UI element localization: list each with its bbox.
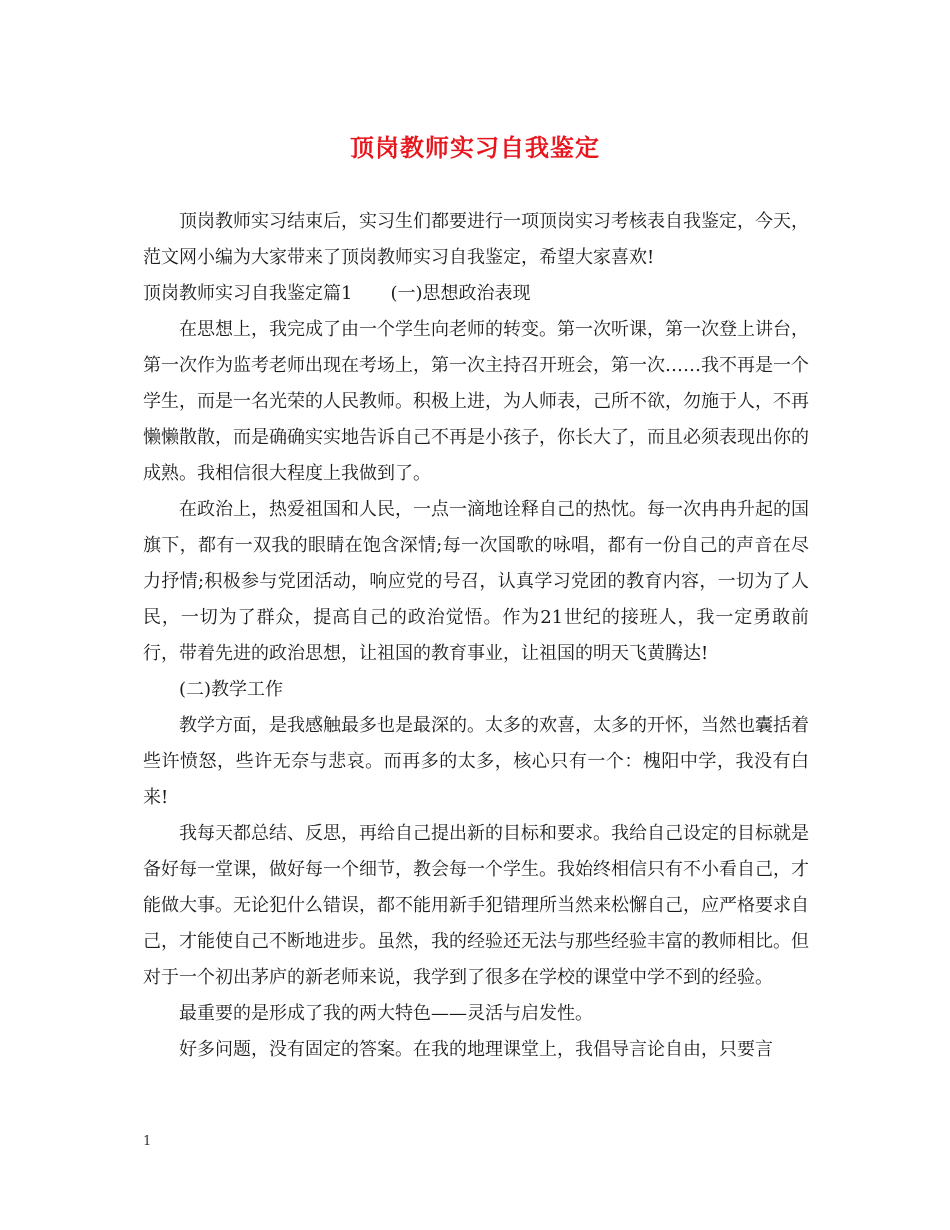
intro-paragraph: 顶岗教师实习结束后，实习生们都要进行一项顶岗实习考核表自我鉴定，今天，范文网小编为大家带来了顶岗教师实习自我鉴定，希望大家喜欢! <box>143 211 809 268</box>
section-1-heading: (一)思想政治表现 <box>390 283 531 304</box>
document-title: 顶岗教师实习自我鉴定 <box>350 133 600 162</box>
paragraph-teaching: 教学方面，是我感触最多也是最深的。太多的欢喜，太多的开怀，当然也囊括着些许愤怒，些许无奈与悲哀。而再多的太多，核心只有一个：槐阳中学，我没有白来! <box>143 715 809 808</box>
paragraph-thought: 在思想上，我完成了由一个学生向老师的转变。第一次听课，第一次登上讲台，第一次作为监考老师出现在考场上，第一次主持召开班会，第一次……我不再是一个学生，而是一名光荣的人民教师。积极上进，为人师表，己所不欲，勿施于人，不再懒懒散散，而是确确实实地告诉自己不再是小孩子，你长大了，而且必须表现出你的成熟。我相信很大程度上我做到了。 <box>143 319 809 484</box>
paragraph-politics: 在政治上，热爱祖国和人民，一点一滴地诠释自己的热忱。每一次冉冉升起的国旗下，都有一双我的眼睛在饱含深情;每一次国歌的咏唱，都有一份自己的声音在尽力抒情;积极参与党团活动，响应党的号召，认真学习党团的教育内容，一切为了人民，一切为了群众，提高自己的政治觉悟。作为21世纪的接班人，我一定勇敢前行，带着先进的政治思想，让祖国的教育事业，让祖国的明天飞黄腾达! <box>143 499 809 664</box>
paragraph-features: 最重要的是形成了我的两大特色——灵活与启发性。 <box>179 1003 593 1024</box>
section-heading-line <box>143 276 809 312</box>
paragraph-questions: 好多问题，没有固定的答案。在我的地理课堂上，我倡导言论自由，只要言 <box>179 1039 773 1060</box>
document-body <box>143 204 809 1068</box>
page-number: 1 <box>143 1134 152 1149</box>
section-heading: 顶岗教师实习自我鉴定篇1 <box>143 283 353 304</box>
paragraph-reflection: 我每天都总结、反思，再给自己提出新的目标和要求。我给自己设定的目标就是备好每一堂课，做好每一个细节，教会每一个学生。我始终相信只有不小看自己，才能做大事。无论犯什么错误，都不能用新手犯错理所当然来松懈自己，应严格要求自己，才能使自己不断地进步。虽然，我的经验还无法与那些经验丰富的教师相比。但对于一个初出茅庐的新老师来说，我学到了很多在学校的课堂中学不到的经验。 <box>143 823 809 988</box>
section-2-heading: (二)教学工作 <box>179 679 284 700</box>
